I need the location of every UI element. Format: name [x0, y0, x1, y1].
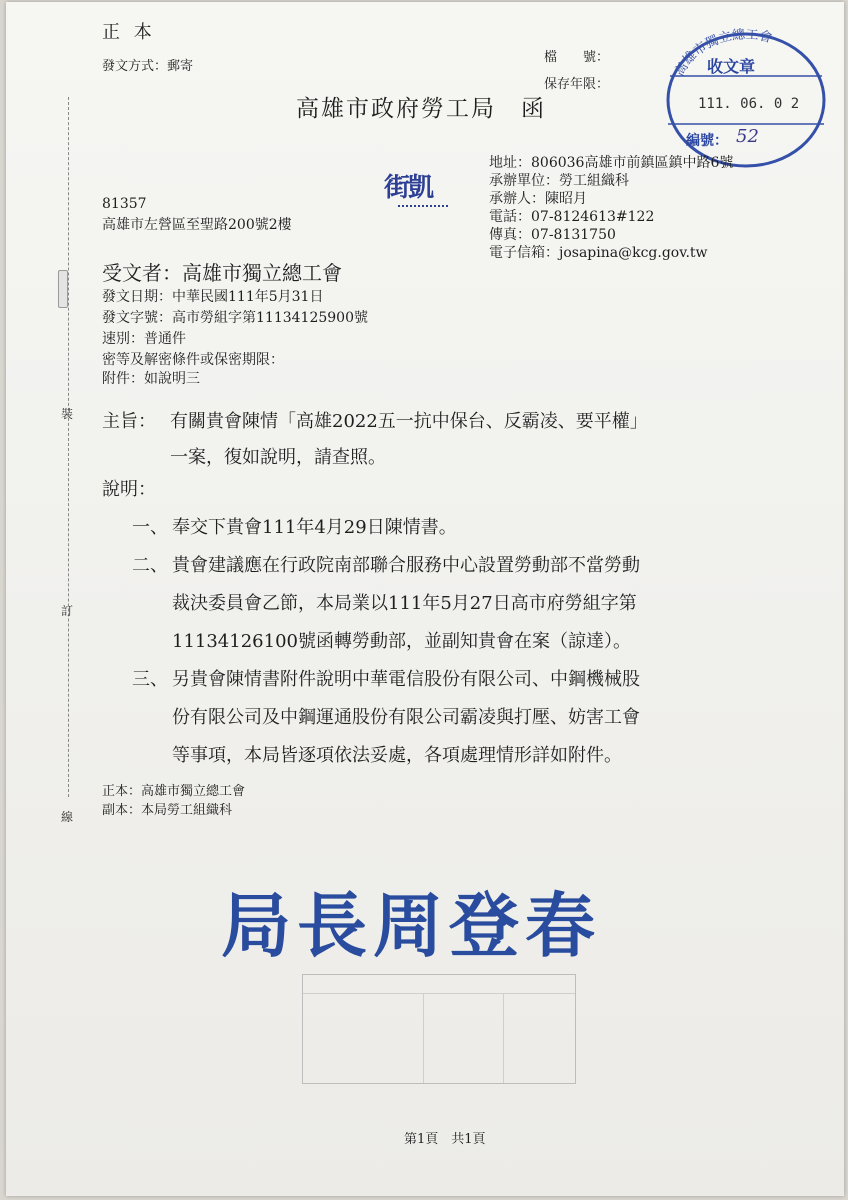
stamp-number-value: 52	[736, 126, 759, 147]
retention-label: 保存年限：	[544, 77, 610, 92]
sender-fax: 傳真：07-8131750	[489, 227, 616, 243]
item-3-line-1: 另貴會陳情書附件說明中華電信股份有限公司、中鋼機械股	[172, 669, 640, 690]
page-footer: 第1頁 共1頁	[404, 1132, 486, 1147]
item-3-number: 三、	[132, 669, 168, 690]
item-2-line-1: 貴會建議應在行政院南部聯合服務中心設置勞動部不當勞動	[172, 555, 640, 576]
sender-unit: 承辦單位：勞工組織科	[489, 173, 629, 189]
stamp-org-text: 高雄市獨立總工會	[672, 27, 774, 79]
copy-type-label: 正 本	[102, 22, 156, 43]
distribution-copy: 副本：本局勞工組織科	[102, 803, 233, 818]
distribution-main: 正本：高雄市獨立總工會	[102, 784, 246, 799]
item-3-line-3: 等事項，本局皆逐項依法妥處，各項處理情形詳如附件。	[172, 745, 622, 766]
speed-class: 速別：普通件	[102, 331, 186, 347]
sender-handler: 承辦人：陳昭月	[489, 191, 587, 207]
recipient-line: 受文者：高雄市獨立總工會	[102, 261, 342, 285]
stamp-date: 111. 06. 0 2	[698, 96, 800, 112]
recipient-zip: 81357	[102, 196, 147, 212]
item-2-line-3: 11134126100號函轉勞動部，並副知貴會在案（諒達）。	[172, 631, 631, 652]
subject-line-1: 有關貴會陳情「高雄2022五一抗中保台、反霸凌、要平權」	[170, 411, 648, 432]
page-title: 高雄市政府勞工局 函	[296, 96, 546, 122]
document-page	[6, 2, 844, 1196]
item-3-line-2: 份有限公司及中鋼運通股份有限公司霸凌與打壓、妨害工會	[172, 707, 640, 728]
explanation-label: 說明：	[102, 479, 156, 500]
binding-mark-zhuang: 裝	[61, 407, 74, 421]
secrecy-level: 密等及解密條件或保密期限：	[102, 352, 284, 368]
stamp-title: 收文章	[707, 57, 756, 76]
reference-number: 發文字號：高市勞組字第11134125900號	[102, 310, 368, 326]
issue-date: 發文日期：中華民國111年5月31日	[102, 289, 324, 305]
director-signature: 局長周登春	[221, 885, 601, 967]
stamp-number-label: 編號：	[686, 133, 728, 149]
subject-label: 主旨：	[102, 411, 156, 432]
binding-mark-ding: 訂	[61, 604, 74, 618]
binding-mark-xian: 線	[61, 810, 74, 824]
sender-phone: 電話：07-8124613#122	[489, 209, 655, 225]
sender-email: 電子信箱：josapina@kcg.gov.tw	[489, 245, 708, 261]
clerk-seal-underline	[398, 205, 448, 207]
recipient-address: 高雄市左營區至聖路200號2樓	[102, 217, 292, 233]
sender-address: 地址：806036高雄市前鎮區鎮中路6號	[489, 155, 734, 171]
binding-dashed-line	[68, 97, 69, 797]
file-number-label: 檔 號：	[544, 50, 610, 65]
approval-grid	[302, 974, 576, 1084]
dispatch-method: 發文方式：郵寄	[102, 59, 194, 74]
clerk-seal: 街凱	[384, 173, 433, 203]
item-1-line-1: 奉交下貴會111年4月29日陳情書。	[172, 517, 457, 538]
item-2-line-2: 裁決委員會乙節，本局業以111年5月27日高市府勞組字第	[172, 593, 637, 614]
attachment-note: 附件：如說明三	[102, 371, 200, 387]
staple-mark	[58, 270, 68, 308]
item-1-number: 一、	[132, 517, 168, 538]
subject-line-2: 一案，復如說明，請查照。	[170, 447, 386, 468]
item-2-number: 二、	[132, 555, 168, 576]
